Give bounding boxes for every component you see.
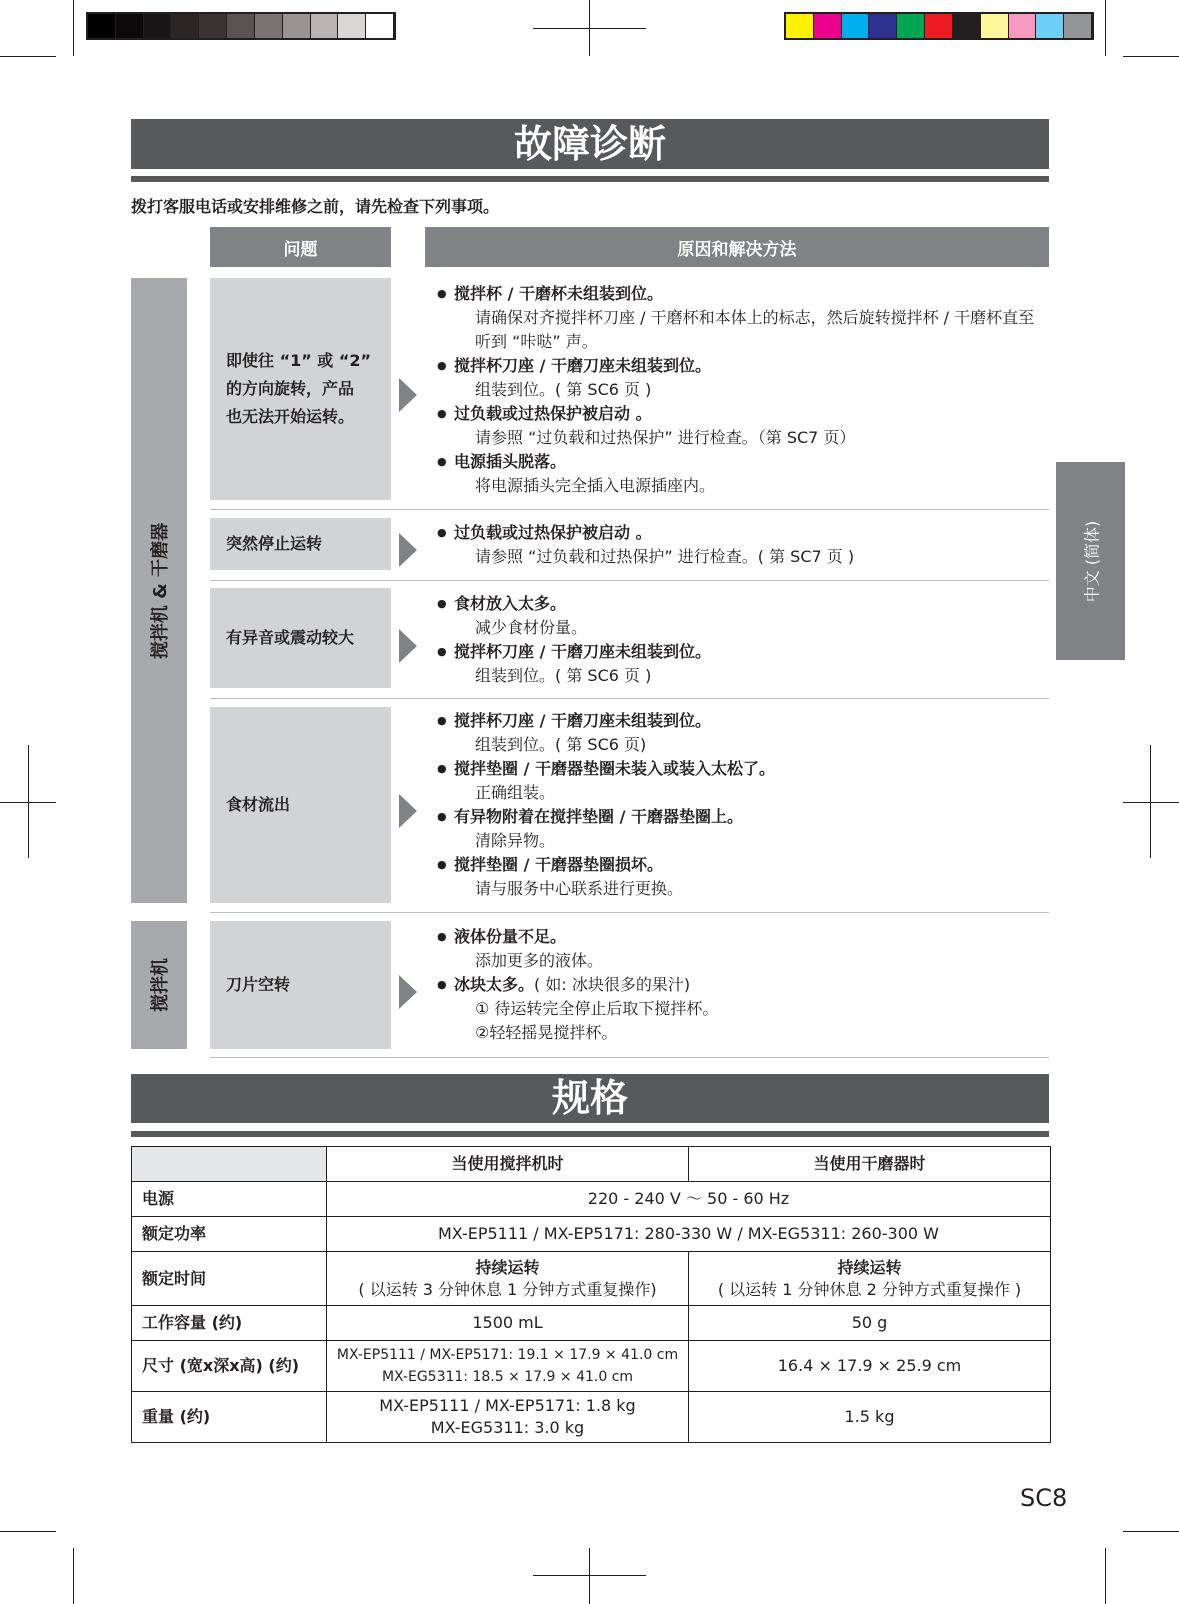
category-blender [131, 921, 187, 1049]
crop-mark [1105, 0, 1106, 56]
solution-list [437, 521, 1037, 569]
cell-value: MX-EP5111 / MX-EP5171: 280-330 W / MX-EG5311: 260-300 W [327, 1217, 1051, 1252]
problem-line: 即使往 “1” 或 “2” [226, 351, 372, 370]
cell-value: 1.5 kg [689, 1392, 1051, 1443]
problem-line: 的方向旋转，产品 [226, 379, 355, 398]
row-label: 尺寸 (宽x深x高) (约) [132, 1341, 327, 1392]
cell-line: 持续运转 [837, 1257, 902, 1277]
row-separator [210, 509, 1049, 510]
cause-text: 冰块太多。 [454, 975, 535, 994]
color-swatch [311, 14, 339, 38]
cell-value [689, 1252, 1051, 1306]
cell-value: 50 g [689, 1306, 1051, 1341]
solution-list [437, 592, 1037, 688]
cause-text: ● 搅拌杯 / 干磨杯未组装到位。 [437, 282, 1037, 306]
page-number: SC8 [1020, 1484, 1068, 1512]
row-separator [210, 912, 1049, 913]
fix-text: ②轻轻摇晃搅拌杯。 [475, 1023, 618, 1042]
color-swatch [88, 14, 116, 38]
color-swatch [144, 14, 172, 38]
fix-text: 组装到位。( 第 SC6 页) [475, 735, 647, 754]
fix-text: 减少食材份量。 [475, 618, 588, 637]
cell-value [327, 1252, 689, 1306]
color-swatch [283, 14, 311, 38]
grayscale-color-bar [86, 12, 396, 40]
table-row [132, 1252, 1051, 1306]
registration-mark [1123, 802, 1179, 803]
color-swatch [953, 14, 981, 38]
row-separator [210, 698, 1049, 699]
solution-list [437, 282, 1037, 498]
color-swatch [338, 14, 366, 38]
registration-mark [0, 802, 56, 803]
table-row [132, 1392, 1051, 1443]
color-swatch [1036, 14, 1064, 38]
table-row [132, 1147, 1051, 1182]
registration-mark [533, 28, 646, 29]
cause-text: ● 电源插头脱落。 [437, 450, 1037, 474]
color-swatch [255, 14, 283, 38]
arrow-icon [399, 533, 417, 567]
solution-list [437, 709, 1037, 901]
registration-mark [589, 1548, 590, 1604]
row-label: 重量 (约) [132, 1392, 327, 1443]
problem-cell: 有异音或震动较大 [210, 588, 391, 688]
fix-text: 将电源插头完全插入电源插座内。 [475, 476, 716, 495]
table-row [132, 1217, 1051, 1252]
problem-cell: 食材流出 [210, 707, 391, 903]
color-swatch [981, 14, 1009, 38]
color-swatch [1009, 14, 1037, 38]
crop-mark [1105, 1548, 1106, 1604]
cell-value [327, 1392, 689, 1443]
problem-cell: 刀片空转 [210, 921, 391, 1049]
color-swatch [786, 14, 814, 38]
solution-list [437, 925, 1037, 1045]
cell-value: 220 - 240 V ～ 50 - 60 Hz [327, 1182, 1051, 1217]
arrow-icon [399, 378, 417, 412]
cause-text: ● 搅拌杯刀座 / 干磨刀座未组装到位。 [437, 640, 1037, 664]
row-label: 电源 [132, 1182, 327, 1217]
fix-text: 请与服务中心联系进行更换。 [475, 879, 684, 898]
cause-text: ● 有异物附着在搅拌垫圈 / 干磨器垫圈上。 [437, 805, 1037, 829]
table-row [132, 1182, 1051, 1217]
specs-table [131, 1146, 1051, 1443]
arrow-icon [399, 794, 417, 828]
cell-value: 16.4 × 17.9 × 25.9 cm [689, 1341, 1051, 1392]
cause-text: ● 搅拌垫圈 / 干磨器垫圈损坏。 [437, 853, 1037, 877]
fix-text: 请确保对齐搅拌杯刀座 / 干磨杯和本体上的标志，然后旋转搅拌杯 / 干磨杯直至听到 “咔哒” 声。 [475, 308, 1035, 351]
problem-cell: 突然停止运转 [210, 518, 391, 570]
intro-text: 拨打客服电话或安排维修之前，请先检查下列事项。 [131, 197, 500, 216]
row-separator [210, 580, 1049, 581]
cell-value: 1500 mL [327, 1306, 689, 1341]
cell-line: MX-EG5311: 3.0 kg [430, 1418, 585, 1437]
specs-title: 规格 [131, 1074, 1049, 1123]
cause-example: ( 如: 冰块很多的果汁) [534, 975, 691, 994]
fix-text: 组装到位。( 第 SC6 页 ) [475, 666, 652, 685]
cell-line: MX-EP5111 / MX-EP5171: 19.1 × 17.9 × 41.0 cm [336, 1347, 679, 1363]
color-swatch [199, 14, 227, 38]
color-swatch [116, 14, 144, 38]
cell-line: MX-EG5311: 18.5 × 17.9 × 41.0 cm [381, 1369, 634, 1385]
crop-mark [73, 1548, 74, 1604]
problem-cell [210, 278, 391, 500]
registration-mark [533, 1575, 646, 1576]
title-rule [131, 1131, 1049, 1137]
table-row [132, 1341, 1051, 1392]
row-label: 工作容量 (约) [132, 1306, 327, 1341]
arrow-icon [399, 629, 417, 663]
cell-value [327, 1341, 689, 1392]
cause-text: ● 过负载或过热保护被启动 。 [437, 402, 1037, 426]
color-swatch [814, 14, 842, 38]
cause-text: ● 搅拌杯刀座 / 干磨刀座未组装到位。 [437, 709, 1037, 733]
problem-line: 也无法开始运转。 [226, 407, 355, 426]
cell-line: ( 以运转 1 分钟休息 2 分钟方式重复操作 ) [717, 1279, 1022, 1299]
fix-text: 请参照 “过负载和过热保护” 进行检查。( 第 SC7 页 ) [475, 547, 855, 566]
language-tab [1056, 462, 1125, 660]
cause-text: ● 食材放入太多。 [437, 592, 1037, 616]
color-swatch [366, 14, 394, 38]
column-header-problem: 问题 [210, 227, 391, 267]
title-rule [131, 176, 1049, 182]
language-tab-label: 中文 (简体) [1082, 520, 1102, 602]
color-swatch [897, 14, 925, 38]
process-color-bar [784, 12, 1094, 40]
troubleshooting-title: 故障诊断 [131, 119, 1049, 169]
cell-line: 持续运转 [475, 1257, 540, 1277]
table-corner [132, 1147, 327, 1182]
column-header-solution: 原因和解决方法 [425, 227, 1049, 267]
category-blender-and-grinder [131, 278, 187, 903]
color-swatch [171, 14, 199, 38]
color-swatch [227, 14, 255, 38]
crop-mark [1123, 1531, 1179, 1532]
header-blender: 当使用搅拌机时 [327, 1147, 689, 1182]
row-label: 额定功率 [132, 1217, 327, 1252]
crop-mark [0, 56, 56, 57]
cause-text: ● 过负载或过热保护被启动 。 [437, 521, 1037, 545]
cause-text: ● 液体份量不足。 [437, 925, 1037, 949]
cause-line [437, 973, 1037, 997]
row-separator [210, 1057, 1049, 1058]
color-swatch [869, 14, 897, 38]
fix-text: 正确组装。 [475, 783, 556, 802]
fix-text: 清除异物。 [475, 831, 556, 850]
row-label: 额定时间 [132, 1252, 327, 1306]
table-row [132, 1306, 1051, 1341]
cell-line: ( 以运转 3 分钟休息 1 分钟方式重复操作) [358, 1279, 657, 1299]
arrow-icon [399, 975, 417, 1009]
crop-mark [0, 1531, 56, 1532]
category-label: 搅拌机 [150, 958, 171, 1012]
fix-text: 添加更多的液体。 [475, 951, 604, 970]
header-grinder: 当使用干磨器时 [689, 1147, 1051, 1182]
fix-text: 组装到位。( 第 SC6 页 ) [475, 380, 652, 399]
crop-mark [73, 0, 74, 56]
cell-line: MX-EP5111 / MX-EP5171: 1.8 kg [379, 1396, 636, 1415]
color-swatch [925, 14, 953, 38]
color-swatch [1064, 14, 1092, 38]
cause-text: ● 搅拌垫圈 / 干磨器垫圈未装入或装入太松了。 [437, 757, 1037, 781]
fix-text: 请参照 “过负载和过热保护” 进行检查。（第 SC7 页） [475, 428, 856, 447]
crop-mark [1123, 56, 1179, 57]
category-label: 搅拌机 & 干磨器 [150, 522, 172, 659]
color-swatch [842, 14, 870, 38]
fix-text: ① 待运转完全停止后取下搅拌杯。 [475, 999, 719, 1018]
cause-text: ● 搅拌杯刀座 / 干磨刀座未组装到位。 [437, 354, 1037, 378]
